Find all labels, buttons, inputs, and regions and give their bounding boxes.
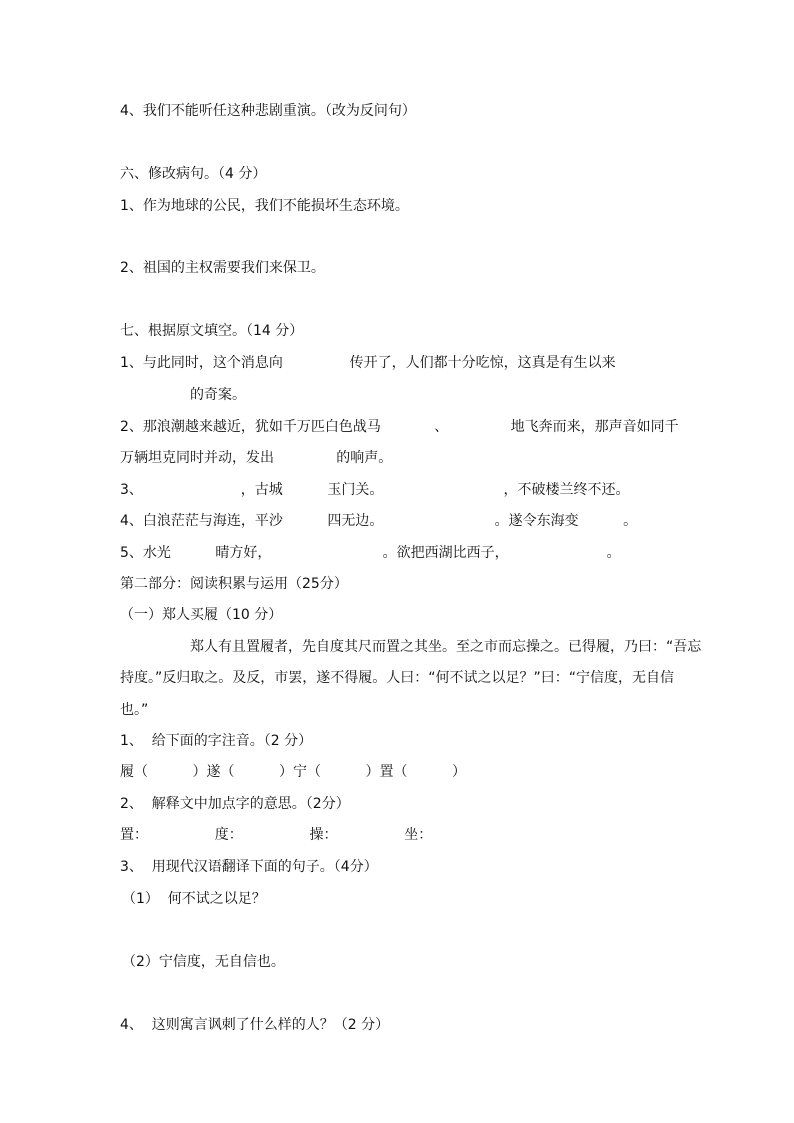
reading-question-2-items: 置： 度： 操： 坐： <box>120 827 433 843</box>
question-5-4: 4、我们不能听任这种悲剧重演。（改为反问句） <box>120 103 416 119</box>
passage-line-1: 郑人有且置履者，先自度其尺而置之其坐。至之市而忘操之。已得履，乃曰：“吾忘 <box>190 639 702 655</box>
question-7-4: 4、白浪茫茫与海连，平沙 四无边。 。遂令东海变 。 <box>120 513 638 529</box>
reading-question-4: 4、 这则寓言讽刺了什么样的人？（2 分） <box>120 1017 390 1033</box>
reading-question-3-2: （2）宁信度，无自信也。 <box>122 954 285 970</box>
question-7-3: 3、 ，古城 玉门关。 ，不破楼兰终不还。 <box>120 482 630 498</box>
question-6-1: 1、作为地球的公民，我们不能损坏生态环境。 <box>120 198 409 214</box>
question-7-2-line-2: 万辆坦克同时并动，发出 的响声。 <box>120 450 393 466</box>
reading-question-1-blanks: 履（ ）遂（ ）宁（ ）置（ ） <box>120 764 467 780</box>
reading-question-3-1: （1） 何不试之以足？ <box>122 891 266 907</box>
passage-line-3: 也。” <box>120 702 149 718</box>
question-7-5: 5、水光 晴方好， 。欲把西湖比西子， 。 <box>120 545 621 561</box>
reading-question-3: 3、 用现代汉语翻译下面的句子。（4分） <box>120 859 378 875</box>
reading-1-title: （一）郑人买履（10 分） <box>120 607 283 623</box>
part-2-title: 第二部分：阅读积累与运用（25分） <box>120 576 348 592</box>
reading-question-2: 2、 解释文中加点字的意思。（2分） <box>120 796 350 812</box>
question-7-1-line-1: 1、与此同时，这个消息向 传开了，人们都十分吃惊，这真是有生以来 <box>120 355 616 371</box>
question-6-2: 2、祖国的主权需要我们来保卫。 <box>120 260 325 276</box>
section-7-title: 七、根据原文填空。（14 分） <box>120 323 304 339</box>
question-7-1-line-2: 的奇案。 <box>190 387 246 403</box>
section-6-title: 六、修改病句。（4 分） <box>120 166 267 182</box>
question-7-2-line-1: 2、那浪潮越来越近，犹如千万匹白色战马 、 地飞奔而来，那声音如同千 <box>120 419 679 435</box>
passage-line-2: 持度。”反归取之。及反，市罢，遂不得履。人曰：“何不试之以足？”曰：“宁信度，无自信 <box>120 670 675 686</box>
reading-question-1: 1、 给下面的字注音。（2 分） <box>120 733 313 749</box>
